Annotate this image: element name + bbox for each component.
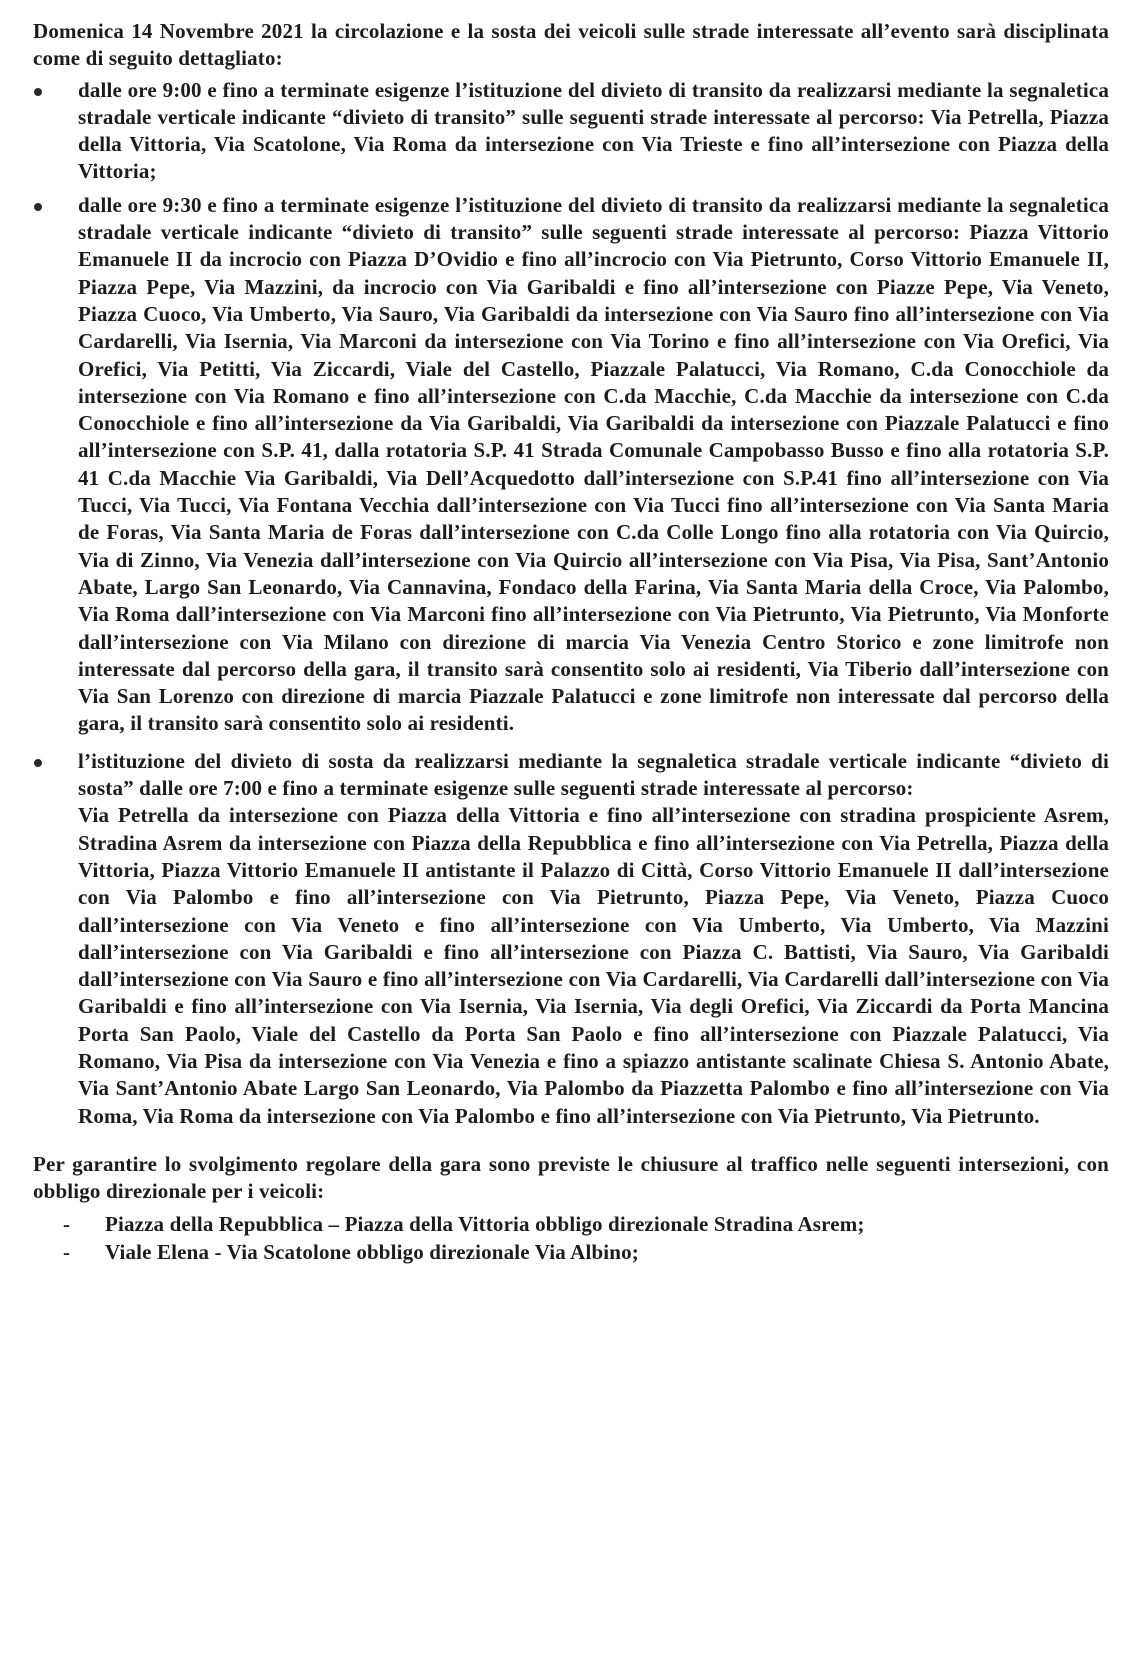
dash-mark: - bbox=[63, 1239, 71, 1264]
bullet-lead-text: l’istituzione del divieto di sosta da realizzarsi mediante la segnaletica stradale verticale indicante “divieto di sosta” dalle ore 7:00 e fino a terminate esigenze sulle seguenti strade interessate al percorso: bbox=[78, 748, 1109, 801]
bullet-item-parking-ban bbox=[33, 748, 1109, 1130]
dash-item-repubblica bbox=[33, 1211, 1109, 1238]
bullet-item-transit-9-30 bbox=[33, 192, 1109, 738]
bullet-text: dalle ore 9:30 e fino a terminate esigenze l’istituzione del divieto di transito da realizzarsi mediante la segnaletica stradale verticale indicante “divieto di transito” sulle seguenti strade interessate al percorso: Piazza Vittorio Emanuele II da incrocio con Piazza D’Ovidio e fino all’incrocio con Via Pietrunto, Corso Vittorio Emanuele II, Piazza Pepe, Via Mazzini, da incrocio con Via Garibaldi e fino all’intersezione con Piazze Pepe, Via Veneto, Piazza Cuoco, Via Umberto, Via Sauro, Via Garibaldi da intersezione con Via Sauro fino all’intersezione con Via Cardarelli, Via Isernia, Via Marconi da intersezione con Via Torino e fino all’intersezione con Via Orefici, Via Orefici, Via Petitti, Via Ziccardi, Viale del Castello, Piazzale Palatucci, Via Romano, C.da Conocchiole da intersezione con Via Romano e fino all’intersezione con C.da Macchie, C.da Macchie da intersezione con C.da Conocchiole e fino all’intersezione da Via Garibaldi, Via Garibaldi da intersezione con Piazzale Palatucci e fino all’intersezione con S.P. 41, dalla rotatoria S.P. 41 Strada Comunale Campobasso Busso e fino alla rotatoria S.P. 41 C.da Macchie Via Garibaldi, Via Dell’Acquedotto dall’intersezione con S.P.41 fino all’intersezione con Via Tucci, Via Tucci, Via Fontana Vecchia dall’intersezione con Via Tucci fino all’intersezione con Via Santa Maria de Foras, Via Santa Maria de Foras dall’intersezione con C.da Colle Longo fino alla rotatoria con Via Quircio, Via di Zinno, Via Venezia dall’intersezione con Via Quircio all’intersezione con Via Pisa, Via Pisa, Sant’Antonio Abate, Largo San Leonardo, Via Cannavina, Fondaco della Farina, Via Santa Maria della Croce, Via Palombo, Via Roma dall’intersezione con Via Marconi fino all’intersezione con Via Pietrunto, Via Pietrunto, Via Monforte dall’intersezione con Via Milano con direzione di marcia Via Venezia Centro Storico e zone limitrofe non interessate dal percorso della gara, il transito sarà consentito solo ai residenti, Via Tiberio dall’intersezione con Via San Lorenzo con direzione di marcia Piazzale Palatucci e zone limitrofe non interessate dal percorso della gara, il transito sarà consentito solo ai residenti. bbox=[78, 192, 1109, 736]
bullet-item-transit-9-00 bbox=[33, 77, 1109, 186]
bullet-dot-icon bbox=[34, 203, 42, 211]
dash-item-text: Viale Elena - Via Scatolone obbligo direzionale Via Albino; bbox=[105, 1239, 639, 1264]
closure-dash-list bbox=[33, 1211, 1109, 1266]
intro-paragraph: Domenica 14 Novembre 2021 la circolazione e la sosta dei veicoli sulle strade interessate all’evento sarà disciplinata come di seguito dettagliato: bbox=[33, 19, 1109, 71]
bullet-dot-icon bbox=[34, 88, 42, 96]
bullet-text: dalle ore 9:00 e fino a terminate esigenze l’istituzione del divieto di transito da realizzarsi mediante la segnaletica stradale verticale indicante “divieto di transito” sulle seguenti strade interessate al percorso: Via Petrella, Piazza della Vittoria, Via Scatolone, Via Roma da intersezione con Via Trieste e fino all’intersezione con Piazza della Vittoria; bbox=[78, 77, 1109, 184]
dash-item-elena bbox=[33, 1239, 1109, 1266]
bullet-dot-icon bbox=[34, 759, 42, 767]
document-page bbox=[33, 18, 1109, 1266]
dash-item-text: Piazza della Repubblica – Piazza della Vittoria obbligo direzionale Stradina Asrem; bbox=[105, 1212, 865, 1237]
closing-paragraph: Per garantire lo svolgimento regolare della gara sono previste le chiusure al traffico nelle seguenti intersezioni, con obbligo direzionale per i veicoli: bbox=[33, 1151, 1109, 1204]
bullet-detail-text: Via Petrella da intersezione con Piazza della Vittoria e fino all’intersezione con stradina prospiciente Asrem, Stradina Asrem da intersezione con Piazza della Repubblica e fino all’intersezione con Via Petrella, Piazza della Vittoria, Piazza Vittorio Emanuele II antistante il Palazzo di Città, Corso Vittorio Emanuele II dall’intersezione con Via Palombo e fino all’intersezione con Via Pietrunto, Piazza Pepe, Via Veneto, Piazza Cuoco dall’intersezione con Via Veneto e fino all’intersezione con Via Umberto, Via Umberto, Via Mazzini dall’intersezione con Via Garibaldi e fino all’intersezione con Piazza C. Battisti, Via Sauro, Via Garibaldi dall’intersezione con Via Sauro e fino all’intersezione con Via Cardarelli, Via Cardarelli dall’intersezione con Via Garibaldi e fino all’intersezione con Via Isernia, Via Isernia, Via degli Orefici, Via Ziccardi da Porta Mancina Porta San Paolo, Viale del Castello da Porta San Paolo e fino all’intersezione con Piazzale Palatucci, Via Romano, Via Pisa da intersezione con Via Venezia e fino a spiazzo antistante scalinate Chiesa S. Antonio Abate, Via Sant’Antonio Abate Largo San Leonardo, Via Palombo da Piazzetta Palombo e fino all’intersezione con Via Roma, Via Roma da intersezione con Via Palombo e fino all’intersezione con Via Pietrunto, Via Pietrunto. bbox=[78, 803, 1109, 1128]
dash-mark: - bbox=[63, 1212, 71, 1237]
regulation-bullet-list bbox=[33, 77, 1109, 1130]
